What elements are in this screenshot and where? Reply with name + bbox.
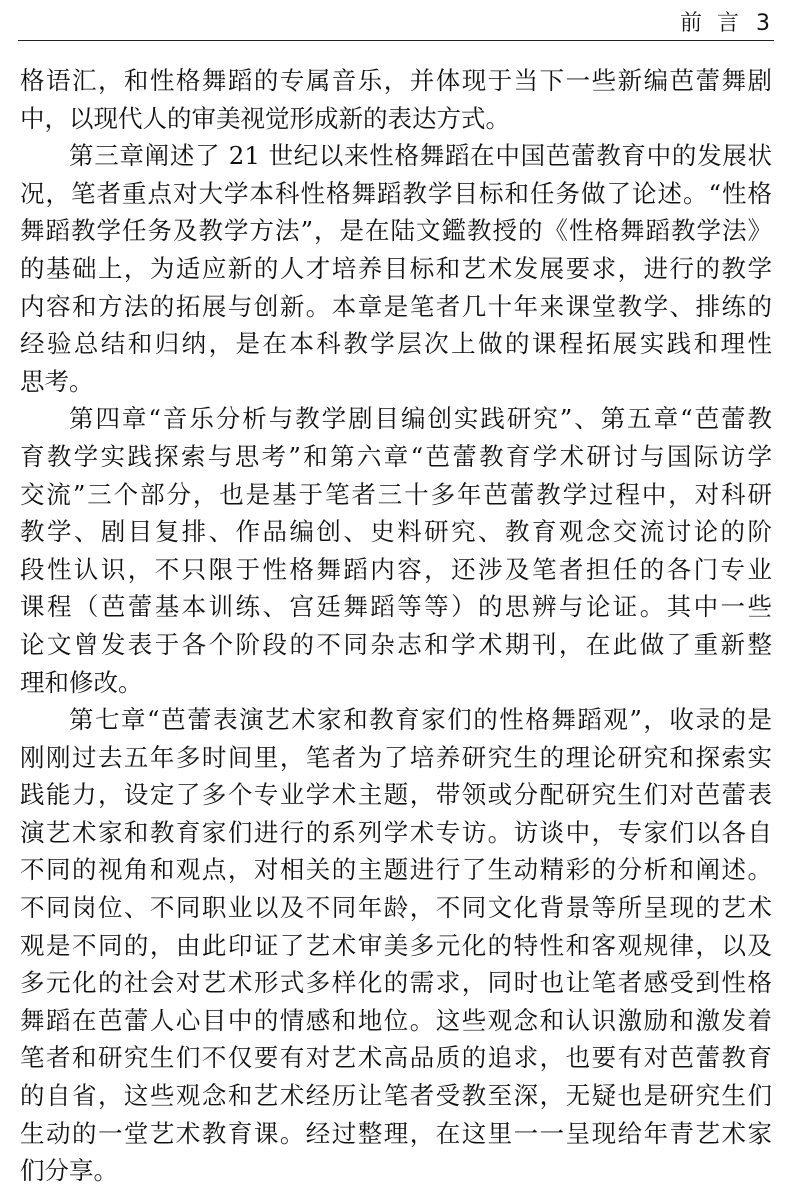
text-line: 经验总结和归纳，是在本科教学层次上做的课程拓展实践和理性: [20, 329, 772, 359]
text-line: 课程（芭蕾基本训练、宫廷舞蹈等等）的思辨与论证。其中一些: [20, 592, 772, 622]
text-line: 格语汇，和性格舞蹈的专属音乐，并体现于当下一些新编芭蕾舞剧: [20, 66, 772, 95]
text-line: 演艺术家和教育家们进行的系列学术专访。访谈中，专家们以各自: [20, 817, 772, 847]
paragraph-start-line: 第七章“芭蕾表演艺术家和教育家们的性格舞蹈观”，收录的是: [69, 705, 772, 735]
text-line: 理和修改。: [20, 667, 143, 697]
text-line: 观是不同的，由此印证了艺术审美多元化的特性和客观规律，以及: [20, 930, 772, 960]
running-header: [18, 0, 774, 41]
text-line: 们分享。: [20, 1156, 118, 1186]
text-line: 段性认识，不只限于性格舞蹈内容，还涉及笔者担任的各门专业: [20, 554, 772, 584]
text-line: 刚刚过去五年多时间里，笔者为了培养研究生的理论研究和探索实: [20, 742, 772, 772]
text-line: 思考。: [20, 366, 94, 396]
header-text: [680, 6, 770, 37]
paragraph-start-line: 第三章阐述了 21 世纪以来性格舞蹈在中国芭蕾教育中的发展状: [69, 141, 772, 171]
text-line: 不同岗位、不同职业以及不同年龄，不同文化背景等所呈现的艺术: [20, 893, 772, 923]
section-title: 前 言: [680, 11, 743, 36]
text-line: 践能力，设定了多个专业学术主题，带领或分配研究生们对芭蕾表: [20, 780, 772, 810]
text-line: 中，以现代人的审美视觉形成新的表达方式。: [20, 103, 510, 133]
text-line: 况，笔者重点对大学本科性格舞蹈教学目标和任务做了论述。“性格: [20, 178, 772, 208]
paragraph-start-line: 第四章“音乐分析与教学剧目编创实践研究”、第五章“芭蕾教: [69, 404, 772, 434]
text-line: 舞蹈在芭蕾人心目中的情感和地位。这些观念和认识激励和激发着: [20, 1005, 772, 1035]
text-line: 育教学实践探索与思考”和第六章“芭蕾教育学术研讨与国际访学: [20, 441, 772, 471]
text-line: 笔者和研究生们不仅要有对艺术高品质的追求，也要有对芭蕾教育: [20, 1043, 772, 1073]
text-line: 交流”三个部分，也是基于笔者三十多年芭蕾教学过程中，对科研: [20, 479, 772, 509]
text-line: 的自省，这些观念和艺术经历让笔者受教至深，无疑也是研究生们: [20, 1081, 772, 1111]
text-line: 不同的视角和观点，对相关的主题进行了生动精彩的分析和阐述。: [20, 855, 772, 885]
text-line: 的基础上，为适应新的人才培养目标和艺术发展要求，进行的教学: [20, 253, 772, 283]
text-line: 论文曾发表于各个阶段的不同杂志和学术期刊，在此做了重新整: [20, 629, 772, 659]
text-line: 教学、剧目复排、作品编创、史料研究、教育观念交流讨论的阶: [20, 517, 772, 547]
body-text: [20, 62, 772, 1190]
text-line: 生动的一堂艺术教育课。经过整理，在这里一一呈现给年青艺术家: [20, 1118, 772, 1148]
page-number: 3: [756, 11, 770, 36]
text-line: 多元化的社会对艺术形式多样化的需求，同时也让笔者感受到性格: [20, 968, 772, 998]
text-line: 内容和方法的拓展与创新。本章是笔者几十年来课堂教学、排练的: [20, 291, 772, 321]
text-line: 舞蹈教学任务及教学方法”，是在陆文鑑教授的《性格舞蹈教学法》: [20, 216, 772, 246]
